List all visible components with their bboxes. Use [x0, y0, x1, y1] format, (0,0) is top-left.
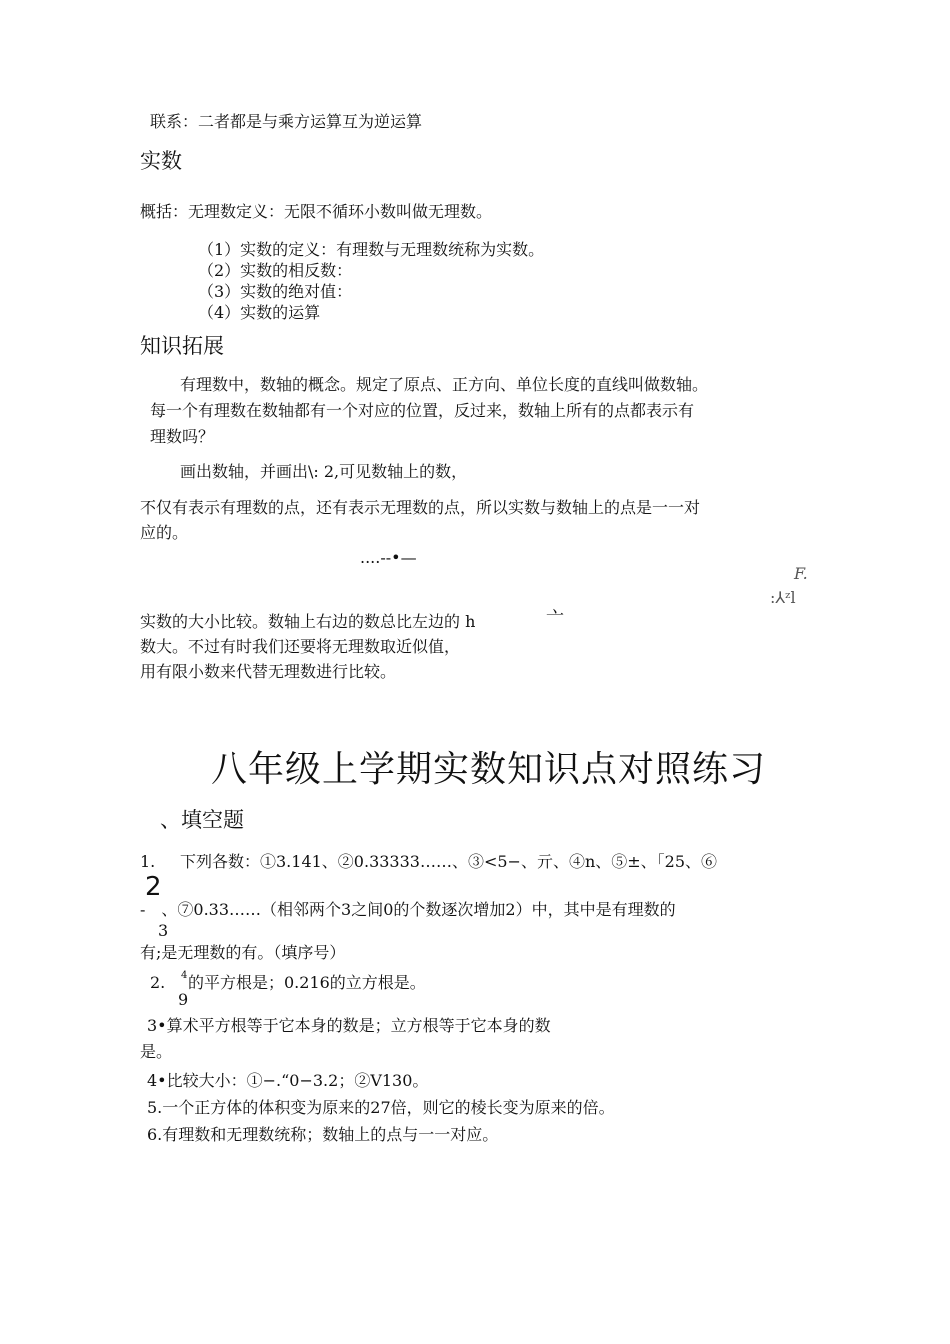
- para2-line: 画出数轴，并画出\: 2,可见数轴上的数，: [180, 462, 468, 481]
- para3-line2: 应的。: [140, 523, 189, 542]
- q1-big-2: 2: [145, 872, 162, 902]
- exercise-title: 八年级上学期实数知识点对照练习: [211, 749, 767, 790]
- relation-line: 联系：二者都是与乘方运算互为逆运算: [150, 112, 423, 131]
- q2-number: 2.: [150, 973, 166, 992]
- real-item-1: （1）实数的定义：有理数与无理数统称为实数。: [198, 240, 545, 259]
- para3-line1: 不仅有表示有理数的点，还有表示无理数的点，所以实数与数轴上的点是一一对: [140, 498, 701, 517]
- q3-line2: 是。: [140, 1042, 173, 1061]
- heading-extension: 知识拓展: [140, 334, 224, 358]
- q1-sub-3: 3: [158, 921, 169, 940]
- q1-number: 1.: [140, 852, 156, 871]
- q6-line: 6.有理数和无理数统称；数轴上的点与一一对应。: [147, 1125, 499, 1144]
- para1-line1: 有理数中，数轴的概念。规定了原点、正方向、单位长度的直线叫做数轴。: [180, 375, 709, 394]
- q2-superscript: 4: [181, 970, 188, 981]
- summary-line: 概括：无理数定义：无限不循环小数叫做无理数。: [140, 202, 493, 221]
- q4-line: 4•比较大小：①−.“0−3.2；②V130。: [147, 1071, 429, 1090]
- q1-line2: - 、⑦0.33……（相邻两个3之间0的个数逐次增加2）中，其中是有理数的: [140, 900, 676, 919]
- q1-line1: 下列各数：①3.141、②0.33333……、③<5−、亓、④n、⑤±、「25、⑥: [180, 852, 718, 871]
- para1-line3: 理数吗？: [150, 427, 215, 446]
- compare-line2: 数大。不过有时我们还要将无理数取近似值，: [140, 637, 461, 656]
- q1-line3: 有;是无理数的有。（填序号）: [140, 943, 346, 962]
- compare-line1: 实数的大小比较。数轴上右边的数总比左边的 h: [140, 612, 476, 631]
- q3-line1: 3•算术平方根等于它本身的数是；立方根等于它本身的数: [147, 1016, 551, 1035]
- q2-text: 的平方根是；0.216的立方根是。: [188, 973, 426, 992]
- compare-mark: 亠: [546, 608, 564, 629]
- para1-line2: 每一个有理数在数轴都有一个对应的位置，反过来，数轴上所有的点都表示有: [150, 401, 695, 420]
- compare-line3: 用有限小数来代替无理数进行比较。: [140, 662, 397, 681]
- axis-fragment: ....--•—: [360, 548, 417, 567]
- fragment-f: F.: [794, 564, 808, 583]
- real-item-2: （2）实数的相反数：: [198, 261, 353, 280]
- real-item-3: （3）实数的绝对值：: [198, 282, 353, 301]
- heading-real-numbers: 实数: [140, 149, 182, 173]
- exercise-section: 、填空题: [160, 808, 244, 832]
- real-item-4: （4）实数的运算: [198, 303, 321, 322]
- fragment-k: :⅄ᶻl: [770, 588, 796, 607]
- q2-subscript: 9: [178, 990, 189, 1009]
- q5-line: 5.一个正方体的体积变为原来的27倍，则它的棱长变为原来的倍。: [147, 1098, 615, 1117]
